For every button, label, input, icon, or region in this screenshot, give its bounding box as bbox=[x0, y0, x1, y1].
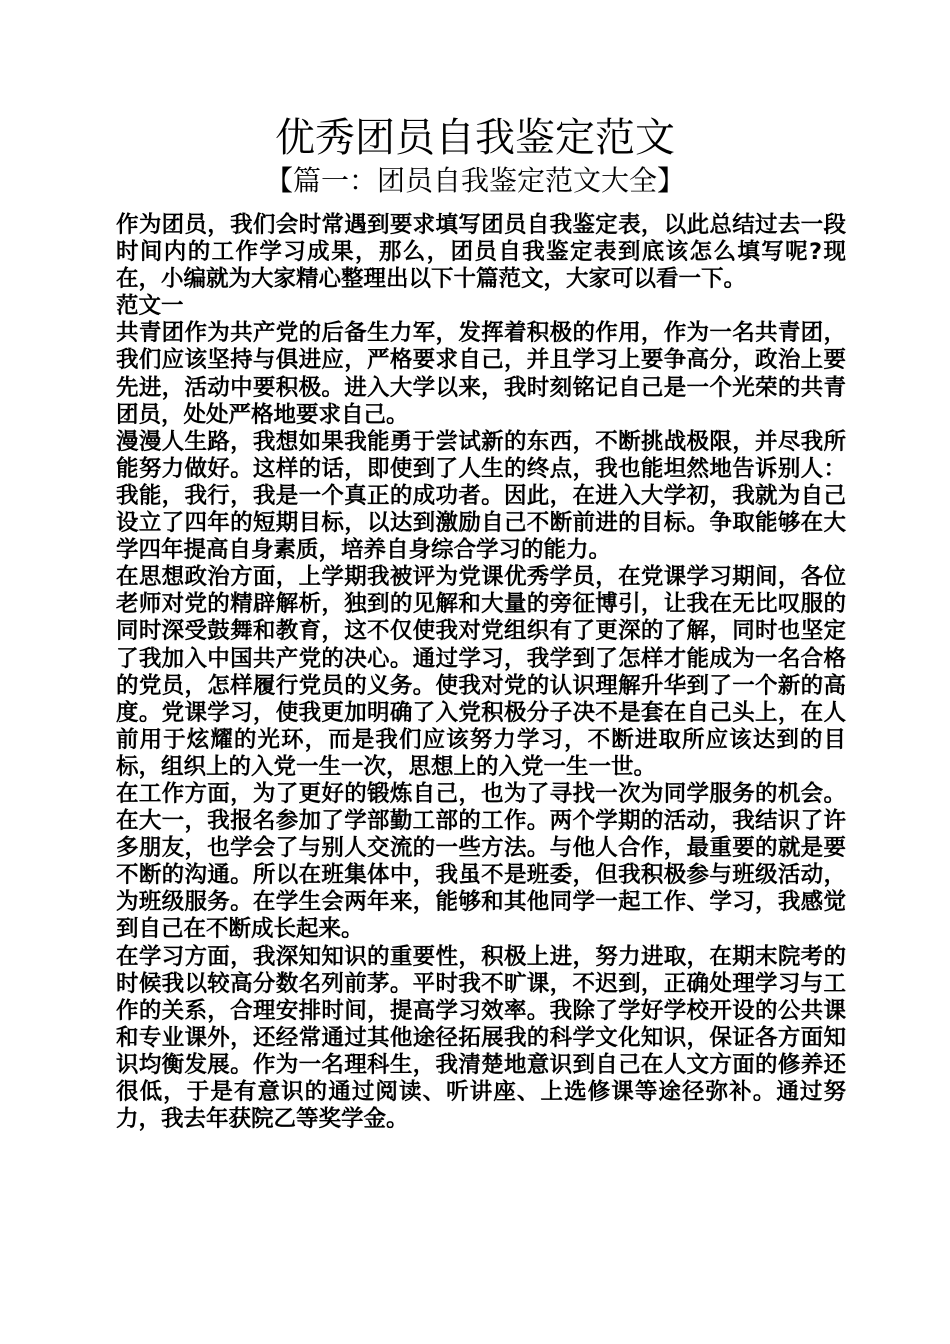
paragraph: 在工作方面，为了更好的锻炼自己，也为了寻找一次为同学服务的机会。在大一，我报名参加了学部勤工部的工作。两个学期的活动，我结识了许多朋友，也学会了与别人交流的一些方法。与他人合作，最重要的就是要不断的沟通。所以在班集体中，我虽不是班委，但我积极参与班级活动，为班级服务。在学生会两年来，能够和其他同学一起工作、学习，我感觉到自己在不断成长起来。 bbox=[116, 780, 846, 943]
document-title: 优秀团员自我鉴定范文 bbox=[275, 115, 675, 161]
paragraph: 漫漫人生路，我想如果我能勇于尝试新的东西，不断挑战极限，并尽我所能努力做好。这样的话，即使到了人生的终点，我也能坦然地告诉别人：我能，我行，我是一个真正的成功者。因此，在进入大学初，我就为自己设立了四年的短期目标，以达到激励自己不断前进的目标。争取能够在大学四年提高自身素质，培养自身综合学习的能力。 bbox=[116, 428, 846, 564]
paragraph: 在思想政治方面，上学期我被评为党课优秀学员，在党课学习期间，各位老师对党的精辟解析，独到的见解和大量的旁征博引，让我在无比叹服的同时深受鼓舞和教育，这不仅使我对党组织有了更深的了解，同时也坚定了我加入中国共产党的决心。通过学习，我学到了怎样才能成为一名合格的党员，怎样履行党员的义务。使我对党的认识理解升华到了一个新的高度。党课学习，使我更加明确了入党积极分子决不是套在自己头上，在人前用于炫耀的光环，而是我们应该努力学习，不断进取所应该达到的目标，组织上的入党一生一次，思想上的入党一生一世。 bbox=[116, 564, 846, 780]
paragraph: 在学习方面，我深知知识的重要性，积极上进，努力进取，在期末院考的时候我以较高分数名列前茅。平时我不旷课，不迟到，正确处理学习与工作的关系，合理安排时间，提高学习效率。我除了学好学校开设的公共课和专业课外，还经常通过其他途径拓展我的科学文化知识，保证各方面知识均衡发展。作为一名理科生，我清楚地意识到自己在人文方面的修养还很低，于是有意识的通过阅读、听讲座、上选修课等途径弥补。通过努力，我去年获院乙等奖学金。 bbox=[116, 943, 846, 1133]
document-subtitle: 【篇一：团员自我鉴定范文大全】 bbox=[264, 164, 685, 197]
paragraph-intro: 作为团员，我们会时常遇到要求填写团员自我鉴定表，以此总结过去一段时间内的工作学习成果，那么，团员自我鉴定表到底该怎么填写呢?现在，小编就为大家精心整理出以下十篇范文，大家可以看一下。 bbox=[116, 212, 846, 293]
document-body bbox=[116, 212, 846, 1133]
section-heading: 范文一 bbox=[116, 293, 184, 320]
paragraph: 共青团作为共产党的后备生力军，发挥着积极的作用，作为一名共青团，我们应该坚持与俱进应，严格要求自己，并且学习上要争高分，政治上要先进，活动中要积极。进入大学以来，我时刻铭记自己是一个光荣的共青团员，处处严格地要求自己。 bbox=[116, 320, 846, 428]
